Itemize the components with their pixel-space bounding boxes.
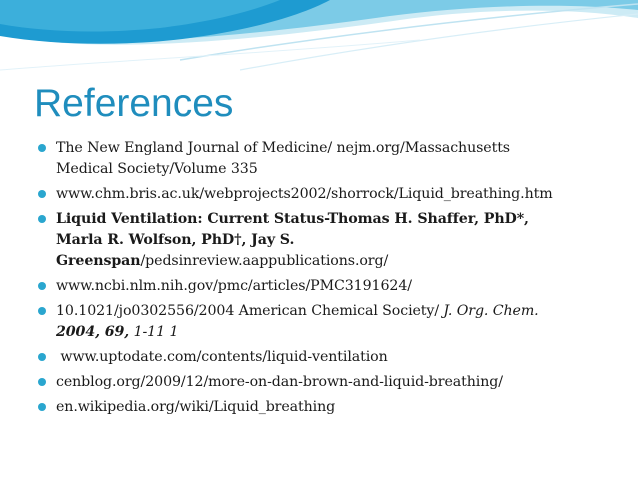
reference-item (38, 184, 628, 205)
reference-item (38, 276, 628, 297)
reference-shaffer-title-line1: Liquid Ventilation: Current Status-Thomas H. Shaffer, PhD*, (56, 211, 529, 227)
reference-shaffer-author: Greenspan (56, 253, 141, 269)
bullet-icon (38, 144, 46, 152)
bullet-icon (38, 378, 46, 386)
reference-nejm-line1: The New England Journal of Medicine/ nejm.org/Massachusetts (56, 140, 510, 156)
reference-item (38, 347, 628, 368)
reference-link-uptodate[interactable]: www.uptodate.com/contents/liquid-ventilation (56, 349, 388, 365)
reference-journal-name: J. Org. Chem. (443, 303, 539, 319)
reference-item (38, 209, 628, 272)
reference-item (38, 138, 628, 180)
reference-doi: 10.1021/jo0302556/2004 American Chemical Society/ (56, 303, 444, 319)
bullet-icon (38, 307, 46, 315)
reference-link-pedsinreview[interactable]: /pedsinreview.aappublications.org/ (140, 253, 389, 269)
reference-item (38, 301, 628, 343)
reference-link-cenblog[interactable]: cenblog.org/2009/12/more-on-dan-brown-and-liquid-breathing/ (56, 374, 503, 390)
reference-journal-year: 2004, 69, (56, 324, 130, 340)
reference-nejm-line2: Medical Society/Volume 335 (56, 161, 258, 177)
reference-link-wikipedia[interactable]: en.wikipedia.org/wiki/Liquid_breathing (56, 399, 336, 415)
reference-item (38, 397, 628, 418)
header-wave-decoration (0, 0, 638, 80)
reference-link-bris[interactable]: www.chm.bris.ac.uk/webprojects2002/shorrock/Liquid_breathing.htm (56, 186, 553, 202)
bullet-icon (38, 353, 46, 361)
bullet-icon (38, 282, 46, 290)
reference-item (38, 372, 628, 393)
reference-journal-pages: 1-11 1 (129, 324, 179, 340)
bullet-icon (38, 215, 46, 223)
bullet-icon (38, 403, 46, 411)
reference-shaffer-title-line2: Marla R. Wolfson, PhD†, Jay S. (56, 232, 295, 248)
reference-list (38, 138, 628, 422)
slide-title: References (34, 82, 234, 125)
bullet-icon (38, 190, 46, 198)
reference-link-ncbi[interactable]: www.ncbi.nlm.nih.gov/pmc/articles/PMC3191624/ (56, 278, 412, 294)
